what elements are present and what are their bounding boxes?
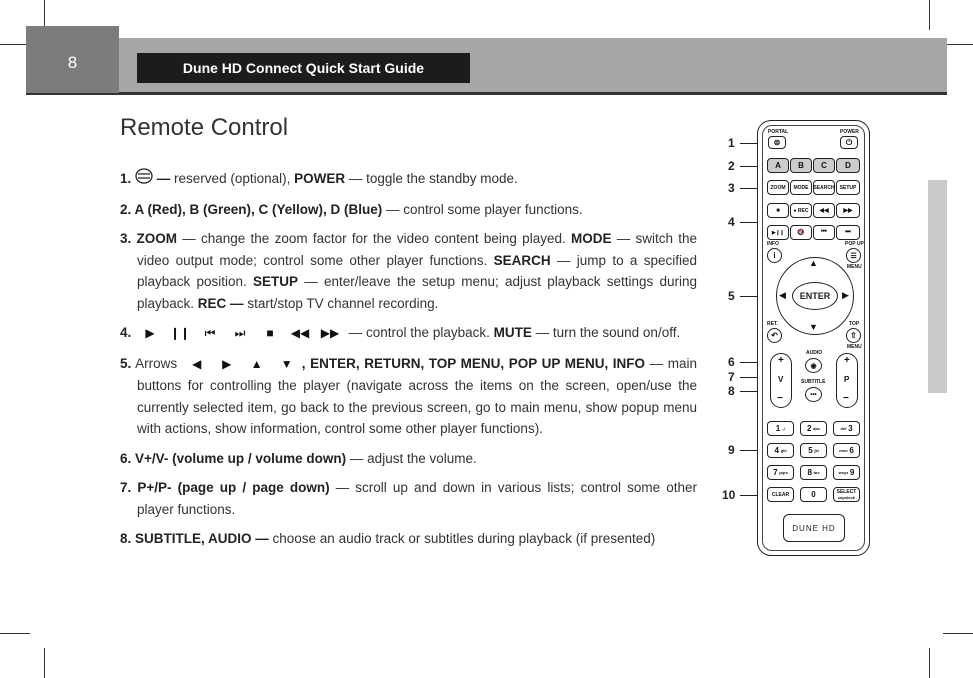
key-next: ⏭ xyxy=(836,225,860,240)
prev-track-icon: ⏮ xyxy=(204,326,216,341)
key-rewind: ◀◀ xyxy=(813,203,835,218)
subtitle-button: ••• xyxy=(805,387,822,402)
callout-7: 7 xyxy=(728,370,735,384)
key-play-pause: ▶❙❙ xyxy=(767,225,789,240)
callout-1: 1 xyxy=(728,136,735,150)
volume-label: V xyxy=(778,375,784,384)
dune-hd-logo: DUNE HD xyxy=(783,514,845,542)
portal-label: PORTAL xyxy=(768,129,789,135)
left-arrow-icon: ◀ xyxy=(192,356,202,371)
top-label: TOP xyxy=(849,321,860,327)
key-prev: ⏮ xyxy=(813,225,835,240)
next-track-icon: ⏭ xyxy=(234,326,246,341)
key-setup: SETUP xyxy=(836,180,860,195)
callout-8: 8 xyxy=(728,384,735,398)
crop-mark xyxy=(929,0,930,30)
audio-button: ◉ xyxy=(805,358,822,373)
down-arrow-icon: ▼ xyxy=(280,356,293,371)
subtitle-label: SUBTITLE xyxy=(801,379,826,385)
key-3: def 3 xyxy=(833,421,860,436)
volume-minus: − xyxy=(777,393,783,404)
item-1: 1. — reserved (optional), POWER — toggle the standby mode. xyxy=(120,168,697,191)
item-4: 4. ▶ ❙❙ ⏮ ⏭ ■ ◀◀ ▶▶ — control the playback. MUTE — turn the sound on/off. xyxy=(120,322,697,345)
crop-mark xyxy=(0,633,30,634)
key-c: C xyxy=(813,158,835,173)
callout-5: 5 xyxy=(728,289,735,303)
item-5: 5. Arrows ◀ ▶ ▲ ▼ , ENTER, RETURN, TOP MENU, POP UP MENU, INFO — main buttons for controlling the player (navigate across the items on the screen, open/use the currently selected item, go back to the previous screen, go to main menu, show popup menu with actions, show information, control some other player functions). xyxy=(120,355,697,437)
guide-title: Dune HD Connect Quick Start Guide xyxy=(137,53,470,83)
key-5: 5 jkl xyxy=(800,443,827,458)
page-label: P xyxy=(844,375,850,384)
key-forward: ▶▶ xyxy=(836,203,860,218)
enter-button: ENTER xyxy=(792,282,838,310)
key-b: B xyxy=(790,158,812,173)
key-search: SEARCH xyxy=(813,180,835,195)
crop-mark xyxy=(943,633,973,634)
crop-mark xyxy=(44,648,45,678)
item-3: 3. ZOOM — change the zoom factor for the video content being played. MODE — switch the video output mode; control some other player functions. SEARCH — jump to a specified playback position. SETUP — enter/leave the setup menu; adjust playback settings during playback. REC — start/stop TV channel recording. xyxy=(120,231,697,311)
side-tab xyxy=(928,180,947,393)
key-8: 8 tuv xyxy=(800,465,827,480)
dpad-up-icon: ▲ xyxy=(809,258,818,268)
callout-3: 3 xyxy=(728,181,735,195)
key-2: 2 abc xyxy=(800,421,827,436)
page-minus: − xyxy=(843,393,849,404)
dpad-down-icon: ▼ xyxy=(809,322,818,332)
play-icon: ▶ xyxy=(145,326,155,341)
callout-10: 10 xyxy=(722,488,736,502)
item-number: 1. xyxy=(120,171,132,186)
item-2: 2. A (Red), B (Green), C (Yellow), D (Blue) — control some player functions. xyxy=(120,201,583,217)
info-label: INFO xyxy=(767,241,779,247)
key-6: mno 6 xyxy=(833,443,860,458)
key-select: SELECT capslock xyxy=(833,487,860,502)
crop-mark xyxy=(929,648,930,678)
pause-icon: ❙❙ xyxy=(169,326,191,341)
dpad-right-icon: ▶ xyxy=(842,290,849,300)
callout-2: 2 xyxy=(728,159,735,173)
power-button: ⏻ xyxy=(840,136,858,149)
page-plus: + xyxy=(844,355,850,366)
popup-button: ☰ xyxy=(846,248,861,263)
header-rule xyxy=(26,92,947,95)
section-title: Remote Control xyxy=(120,114,289,141)
key-stop: ■ xyxy=(767,203,789,218)
item-7: 7. P+/P- (page up / page down) — scroll up and down in various lists; control some other player functions. xyxy=(120,480,697,517)
audio-label: AUDIO xyxy=(806,350,823,356)
callout-6: 6 xyxy=(728,355,735,369)
volume-plus: + xyxy=(778,355,784,366)
callout-4: 4 xyxy=(728,215,735,229)
key-4: 4 ghi xyxy=(767,443,794,458)
content xyxy=(120,168,697,558)
rewind-icon: ◀◀ xyxy=(290,326,310,341)
item-6: 6. V+/V- (volume up / volume down) — adjust the volume. xyxy=(120,450,477,466)
key-9: wxyz 9 xyxy=(833,465,860,480)
popup-menu-label: MENU xyxy=(847,264,862,270)
key-7: 7 pqrs xyxy=(767,465,794,480)
up-arrow-icon: ▲ xyxy=(250,356,263,371)
item-8: 8. SUBTITLE, AUDIO — choose an audio track or subtitles during playback (if presented) xyxy=(120,531,656,547)
key-a: A xyxy=(767,158,789,173)
key-mute: 🔇 xyxy=(790,225,812,240)
key-0: 0 xyxy=(800,487,827,502)
return-button: ↶ xyxy=(767,328,782,343)
right-arrow-icon: ▶ xyxy=(222,356,232,371)
key-zoom: ZOOM xyxy=(767,180,789,195)
portal-button: ⊜ xyxy=(768,136,786,149)
portal-icon xyxy=(135,168,153,191)
callout-9: 9 xyxy=(728,443,735,457)
power-label: POWER xyxy=(840,129,859,135)
key-d: D xyxy=(836,158,860,173)
key-1: 1 .,/ xyxy=(767,421,794,436)
page-number: 8 xyxy=(26,26,119,93)
top-menu-button: ⇧ xyxy=(846,328,861,343)
stop-icon: ■ xyxy=(266,326,274,341)
dpad-left-icon: ◀ xyxy=(779,290,786,300)
key-clear: CLEAR xyxy=(767,487,794,502)
info-button: i xyxy=(767,248,782,263)
key-mode: MODE xyxy=(790,180,812,195)
key-rec: ● REC xyxy=(790,203,812,218)
crop-mark xyxy=(943,44,973,45)
ret-label: RET. xyxy=(767,321,778,327)
popup-label: POP UP xyxy=(845,241,864,247)
top-menu-label: MENU xyxy=(847,344,862,350)
fast-forward-icon: ▶▶ xyxy=(320,326,340,341)
